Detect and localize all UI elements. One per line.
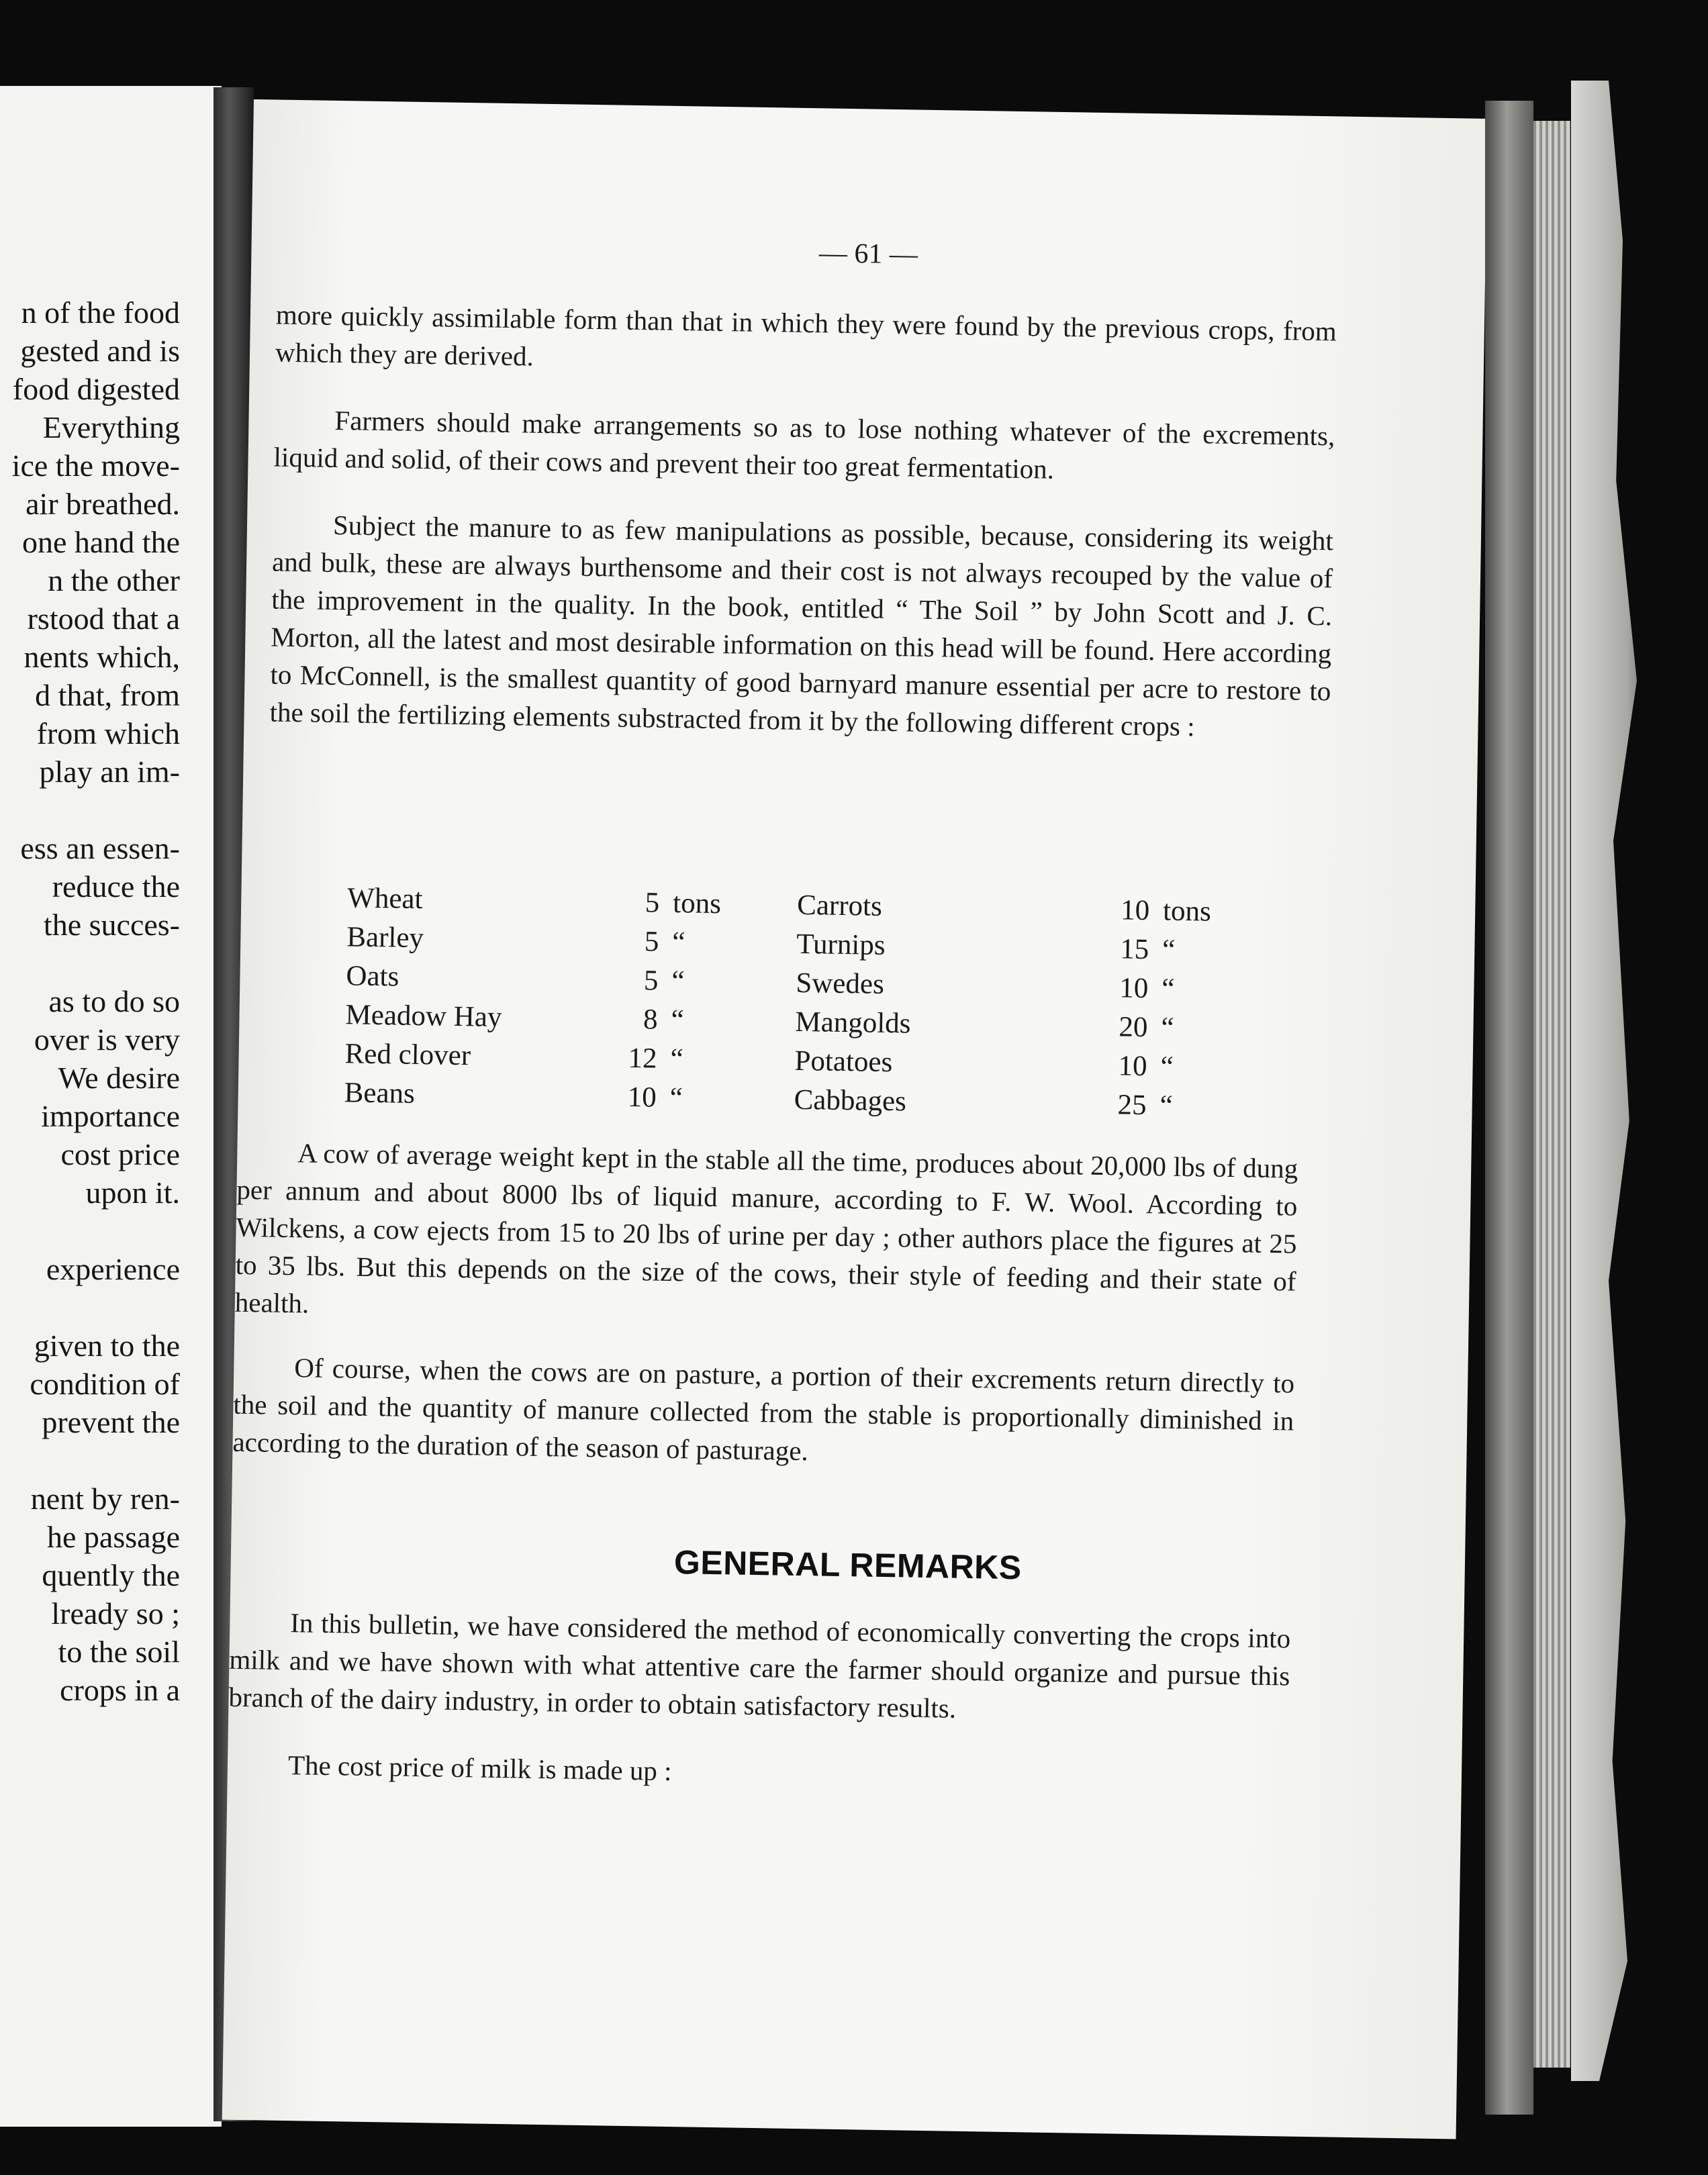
left-page-line: crops in a xyxy=(60,1673,180,1707)
page-stack xyxy=(1533,121,1570,2068)
left-page-line: given to the xyxy=(34,1328,180,1363)
crop-cell: Red clover xyxy=(344,1037,471,1071)
left-page-line: nents which, xyxy=(23,640,180,674)
book-page xyxy=(222,99,1488,2139)
section-heading: GENERAL REMARKS xyxy=(673,1543,1023,1587)
paragraph-cow-output: A cow of average weight kept in the stable all the time, produces about 20,000 lbs of dung per annum and about 8000 lbs of liquid manure, according to F. W. Wool. According to Wilckens, a cow ejects from 15 to 20 lbs of urine per day ; other authors place the figures at 25 to 35 lbs. But this depends on the size of the cows, their style of feeding and their state of health. xyxy=(234,1137,1298,1319)
remarks-block xyxy=(228,1603,1291,1800)
crop-cell: Beans xyxy=(344,1076,416,1110)
page-number: — 61 — xyxy=(818,238,918,271)
crop-cell: Cabbages xyxy=(794,1083,907,1117)
left-page-line: ice the move- xyxy=(11,448,180,483)
crop-cell: Meadow Hay xyxy=(345,998,502,1033)
crop-cell: Swedes xyxy=(796,967,885,1000)
amount-cell: 15 xyxy=(1119,932,1149,965)
amount-cell: 10 xyxy=(1120,893,1150,926)
left-page-line: upon it. xyxy=(85,1175,180,1210)
unit-cell: tons xyxy=(1162,894,1212,928)
manure-table xyxy=(344,878,1287,1126)
left-page-line: quently the xyxy=(42,1558,180,1592)
left-page-line: prevent the xyxy=(42,1405,180,1439)
page-edge-shadow xyxy=(1485,101,1533,2115)
left-page-line: air breathed. xyxy=(26,487,180,521)
left-page-line: condition of xyxy=(30,1367,180,1401)
left-page-line: Everything xyxy=(42,410,180,444)
left-page-line: cost price xyxy=(60,1137,180,1171)
left-page-line: food digested xyxy=(12,372,180,406)
left-page-line: over is very xyxy=(34,1022,180,1057)
left-page-line: experience xyxy=(46,1252,180,1286)
crop-cell: Potatoes xyxy=(794,1045,893,1078)
left-page-line: gested and is xyxy=(20,334,180,368)
left-page-line: nent by ren- xyxy=(30,1482,180,1516)
amount-cell: 5 xyxy=(643,964,659,997)
left-page-line: as to do so xyxy=(48,984,180,1018)
unit-cell: “ xyxy=(1161,972,1175,1005)
left-page-line: one hand the xyxy=(21,525,180,559)
unit-cell: “ xyxy=(670,1043,684,1075)
unit-cell: “ xyxy=(1159,1089,1174,1122)
left-page-line: importance xyxy=(41,1099,180,1133)
middle-paragraph-block xyxy=(232,1133,1298,1478)
left-page-line: n the other xyxy=(48,563,180,597)
previous-page-fragment xyxy=(0,86,222,2127)
left-page-line: d that, from xyxy=(35,678,180,712)
amount-cell: 5 xyxy=(644,925,659,958)
crop-cell: Mangolds xyxy=(795,1006,911,1040)
torn-page-edge xyxy=(1571,81,1665,2081)
paragraph-1: more quickly assimilable form than that in which they were found by the previous crops, from which they are derived. xyxy=(275,299,1337,372)
left-page-line: ess an essen- xyxy=(20,831,180,865)
left-page-line: reduce the xyxy=(52,869,180,904)
left-page-line: to the soil xyxy=(58,1635,180,1669)
unit-cell: “ xyxy=(671,1004,685,1036)
amount-cell: 10 xyxy=(1118,1049,1147,1082)
paragraph-3: Subject the manure to as few manipulations as possible, because, considering its weight and bulk, these are always burthensome and their cost is not always recouped by the value of the improvement in the quality. In the book, entitled “ The Soil ” by John Scott and J. C. Morton, all the latest and most desirable information on this head will be found. Here according to McConnell, is the smallest quantity of good barnyard manure essential per acre to restore to the soil the fertilizing elements substracted from it by the following different crops : xyxy=(269,509,1334,742)
unit-cell: “ xyxy=(1161,933,1176,966)
left-page-line: play an im- xyxy=(39,755,180,789)
amount-cell: 25 xyxy=(1117,1088,1147,1121)
crop-cell: Oats xyxy=(346,959,399,993)
amount-cell: 10 xyxy=(627,1081,657,1114)
amount-cell: 10 xyxy=(1119,971,1149,1004)
amount-cell: 5 xyxy=(645,886,660,919)
paragraph-2: Farmers should make arrangements so as to lose nothing whatever of the excrements, liquid and solid, of their cows and prevent their too great fermentation. xyxy=(273,404,1335,485)
left-page-line: We desire xyxy=(58,1061,180,1095)
left-page-line: from which xyxy=(36,716,180,751)
left-page-line: he passage xyxy=(47,1520,180,1554)
unit-cell: “ xyxy=(1160,1050,1174,1083)
left-page-line: rstood that a xyxy=(27,601,180,636)
paragraph-cost-price: The cost price of milk is made up : xyxy=(287,1749,672,1787)
paragraph-remarks: In this bulletin, we have considered the method of economically converting the crops into milk and we have shown with what attentive care the farmer should organize and pursue this branch of the dairy industry, in order to obtain satisfactory results. xyxy=(228,1607,1291,1724)
amount-cell: 12 xyxy=(628,1042,658,1075)
unit-cell: “ xyxy=(671,926,685,958)
crop-cell: Carrots xyxy=(796,889,883,922)
left-page-line: the succes- xyxy=(43,908,180,942)
opening-paragraph-block xyxy=(269,296,1337,748)
crop-cell: Wheat xyxy=(346,881,423,915)
paragraph-pasture: Of course, when the cows are on pasture, a portion of their excrements return directly to the soil and the quantity of manure collected from the stable is proportionally diminished in according to the duration of the season of pasturage. xyxy=(232,1352,1295,1467)
unit-cell: “ xyxy=(669,1081,683,1114)
crop-cell: Turnips xyxy=(796,928,886,961)
unit-cell: tons xyxy=(672,887,722,920)
amount-cell: 20 xyxy=(1119,1010,1148,1043)
left-page-line: lready so ; xyxy=(51,1596,180,1631)
amount-cell: 8 xyxy=(643,1003,658,1036)
unit-cell: “ xyxy=(671,965,685,997)
crop-cell: Barley xyxy=(346,920,424,954)
left-page-line: n of the food xyxy=(21,295,180,330)
unit-cell: “ xyxy=(1161,1011,1174,1044)
